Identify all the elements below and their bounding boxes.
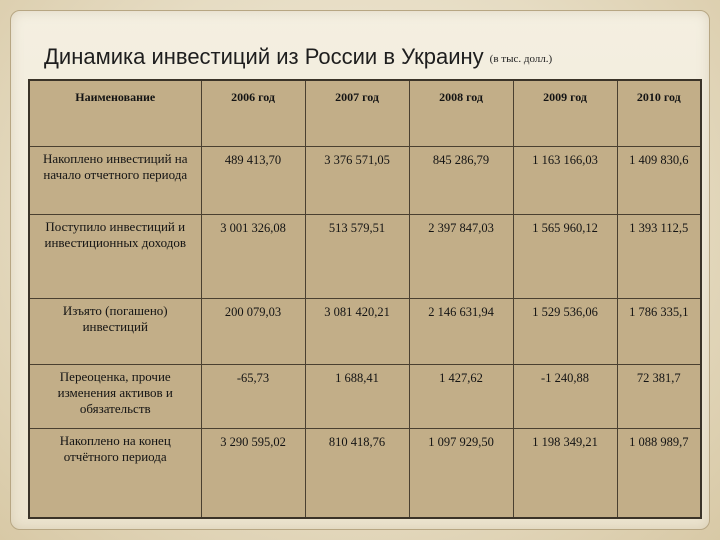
table-row bbox=[29, 428, 701, 518]
table-cell: 1 088 989,7 bbox=[617, 428, 701, 518]
table-cell: 489 413,70 bbox=[201, 146, 305, 214]
header-cell: 2009 год bbox=[513, 80, 617, 146]
table-cell: 1 529 536,06 bbox=[513, 298, 617, 364]
table-cell: 1 198 349,21 bbox=[513, 428, 617, 518]
header-cell: 2010 год bbox=[617, 80, 701, 146]
slide-title bbox=[44, 44, 684, 74]
table-cell: 1 565 960,12 bbox=[513, 214, 617, 298]
header-cell: 2008 год bbox=[409, 80, 513, 146]
table-cell: -65,73 bbox=[201, 364, 305, 428]
table-row bbox=[29, 214, 701, 298]
header-cell: Наименование bbox=[29, 80, 201, 146]
table-cell: 1 393 112,5 bbox=[617, 214, 701, 298]
table-cell: 1 427,62 bbox=[409, 364, 513, 428]
table-cell: 1 409 830,6 bbox=[617, 146, 701, 214]
header-cell: 2006 год bbox=[201, 80, 305, 146]
table-cell: 1 097 929,50 bbox=[409, 428, 513, 518]
row-label: Накоплено инвестиций на начало отчетного периода bbox=[29, 146, 201, 214]
table-cell: 200 079,03 bbox=[201, 298, 305, 364]
row-label: Изъято (погашено) инвестиций bbox=[29, 298, 201, 364]
table-cell: 72 381,7 bbox=[617, 364, 701, 428]
table-row bbox=[29, 146, 701, 214]
row-label: Переоценка, прочие изменения активов и обязательств bbox=[29, 364, 201, 428]
table-cell: 1 688,41 bbox=[305, 364, 409, 428]
header-cell: 2007 год bbox=[305, 80, 409, 146]
row-label: Накоплено на конец отчётного периода bbox=[29, 428, 201, 518]
table-cell: 3 290 595,02 bbox=[201, 428, 305, 518]
table-cell: 3 001 326,08 bbox=[201, 214, 305, 298]
row-label: Поступило инвестиций и инвестиционных доходов bbox=[29, 214, 201, 298]
table-cell: 810 418,76 bbox=[305, 428, 409, 518]
table-cell: 2 397 847,03 bbox=[409, 214, 513, 298]
investment-table bbox=[28, 79, 702, 519]
table-row bbox=[29, 364, 701, 428]
table-cell: 1 163 166,03 bbox=[513, 146, 617, 214]
table-cell: 2 146 631,94 bbox=[409, 298, 513, 364]
table-header-row bbox=[29, 80, 701, 146]
title-unit: (в тыс. долл.) bbox=[489, 53, 553, 65]
title-text: Динамика инвестиций из России в Украину bbox=[44, 44, 484, 69]
table-cell: 845 286,79 bbox=[409, 146, 513, 214]
table-cell: -1 240,88 bbox=[513, 364, 617, 428]
table-cell: 1 786 335,1 bbox=[617, 298, 701, 364]
table-cell: 3 081 420,21 bbox=[305, 298, 409, 364]
table-cell: 3 376 571,05 bbox=[305, 146, 409, 214]
table-row bbox=[29, 298, 701, 364]
table-cell: 513 579,51 bbox=[305, 214, 409, 298]
